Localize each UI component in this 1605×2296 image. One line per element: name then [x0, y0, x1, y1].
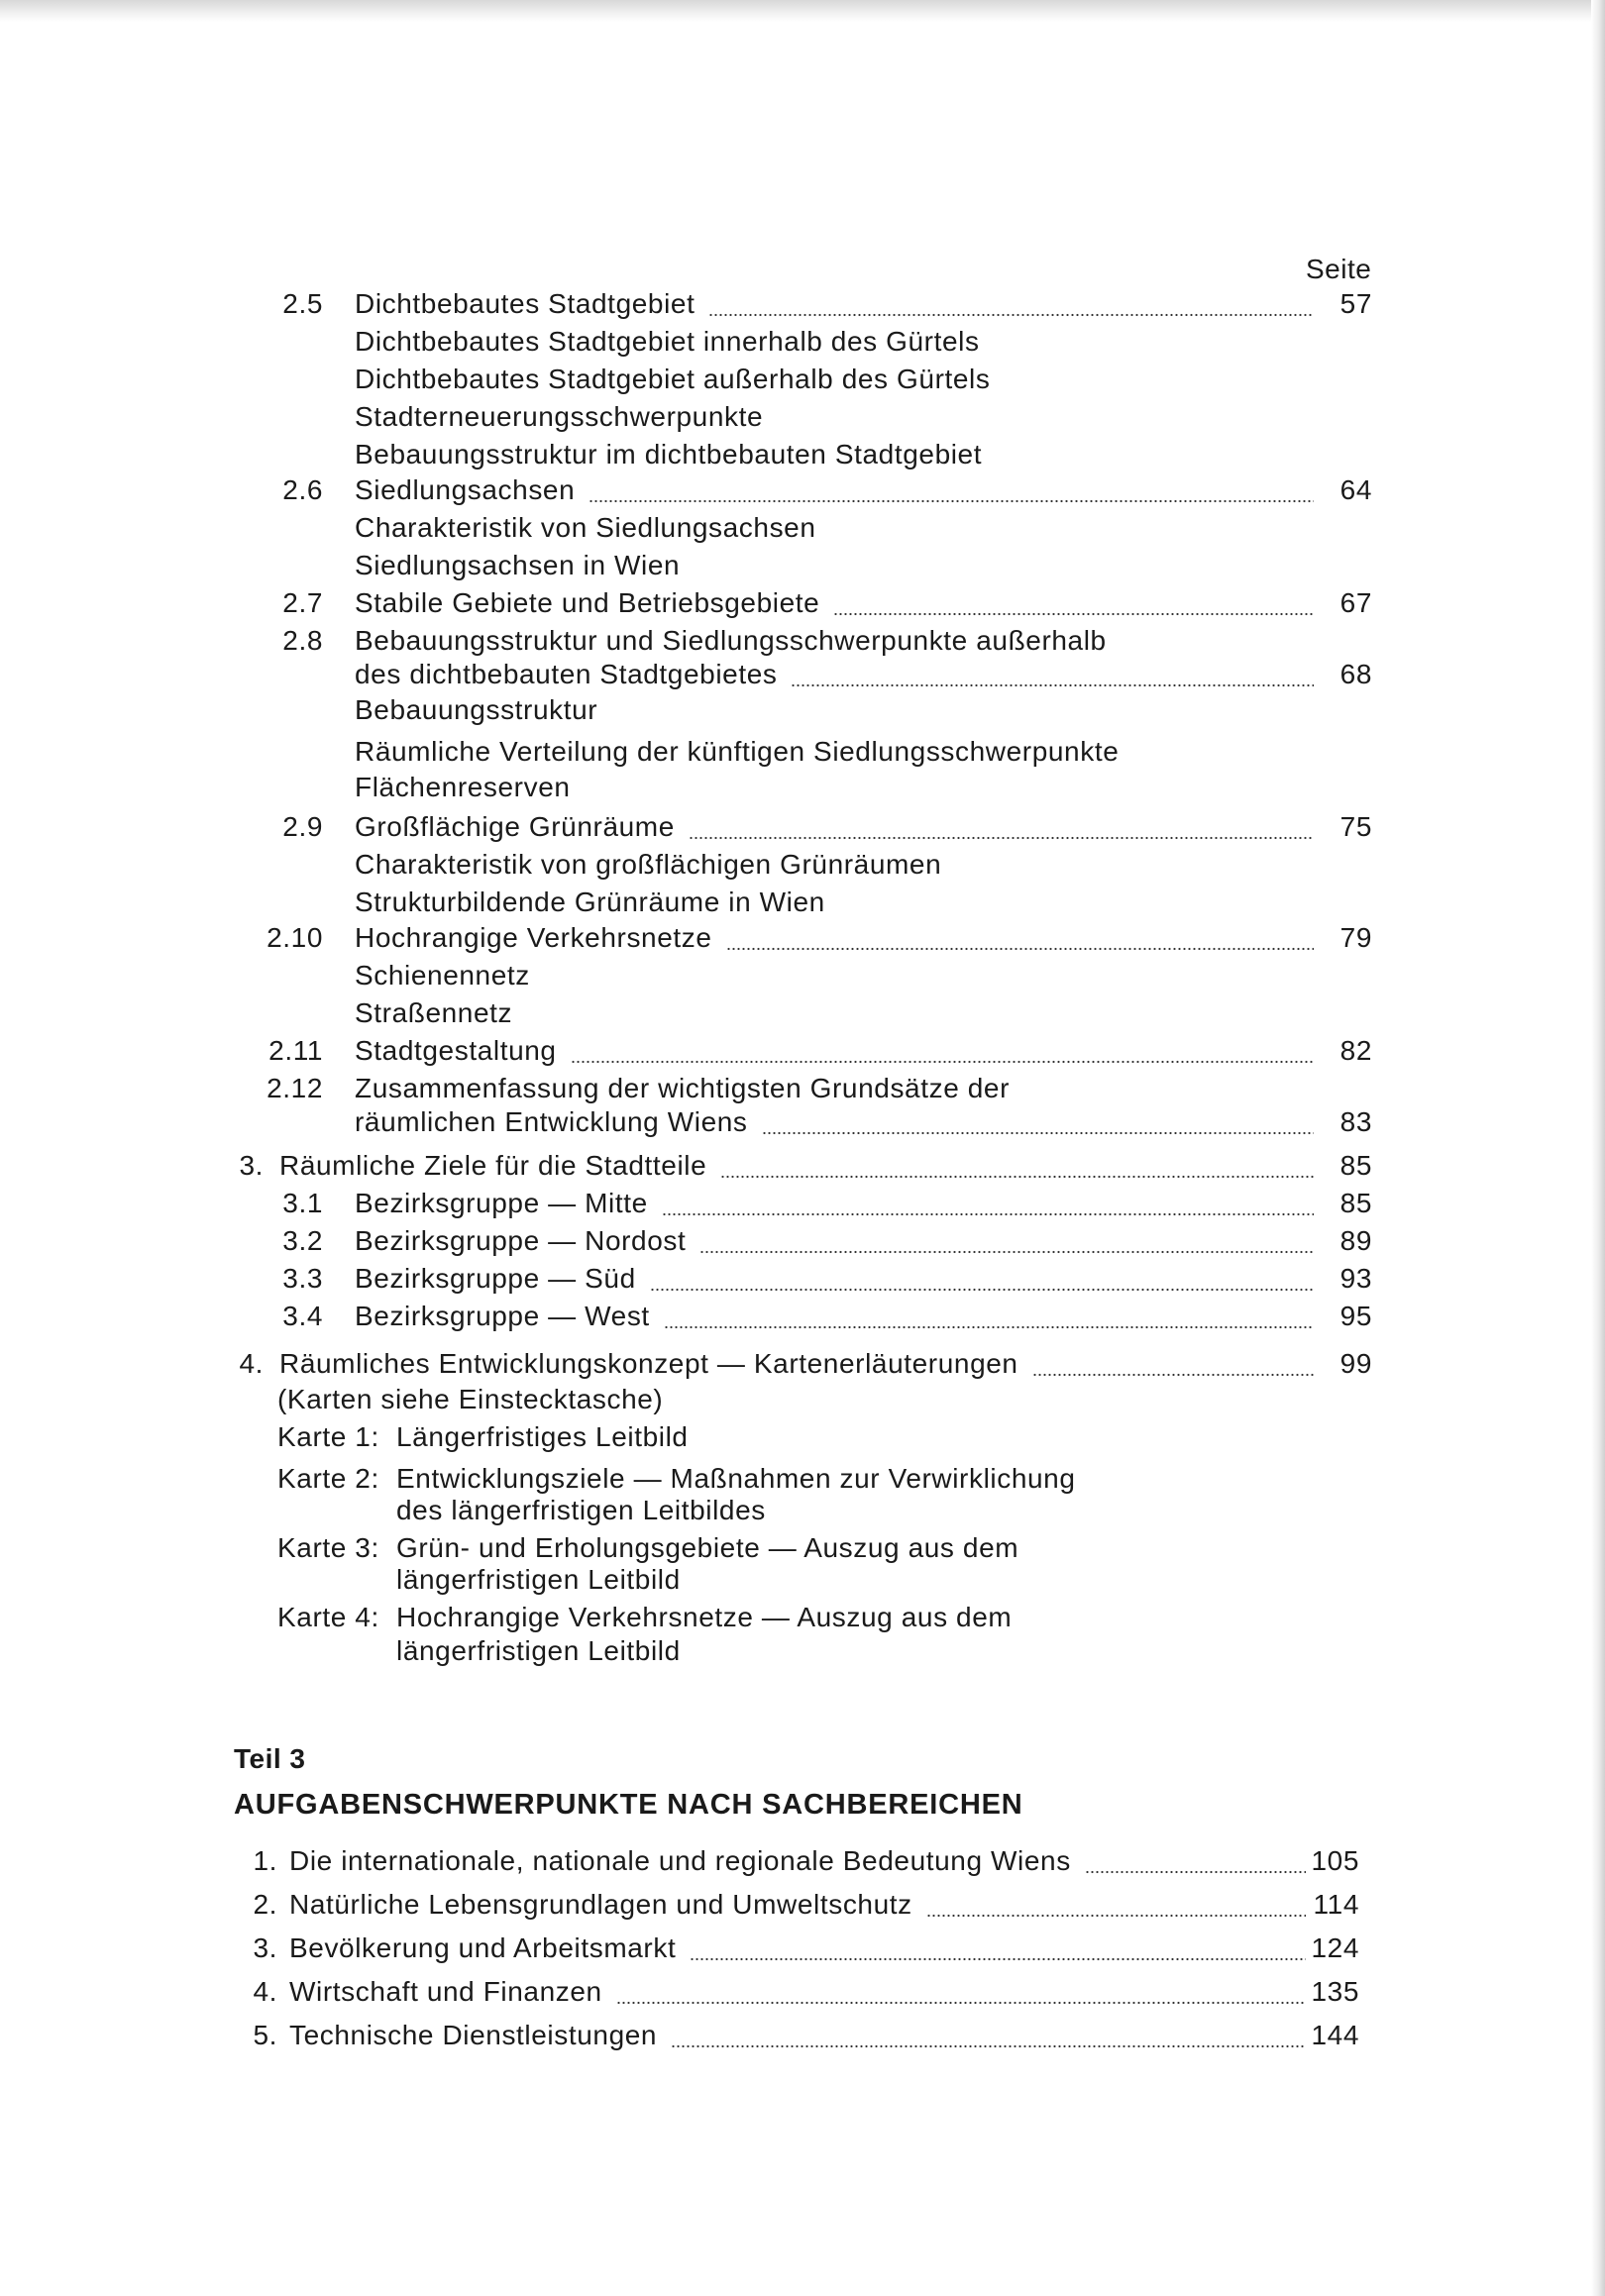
toc-row — [0, 1300, 1605, 1339]
title-continuation: längerfristigen Leitbild — [396, 1564, 681, 1595]
section-title: Bevölkerung und Arbeitsmarkt — [289, 1932, 677, 1963]
section-number: 3.2 — [282, 1225, 323, 1256]
toc-row — [0, 848, 1605, 887]
section-title: Bezirksgruppe — West — [355, 1301, 650, 1331]
toc-row — [0, 1634, 1605, 1674]
page-number: 83 — [1339, 1106, 1372, 1137]
dot-leader — [662, 1212, 1314, 1216]
subsection-title: Charakteristik von großflächigen Grünräumen — [355, 849, 942, 880]
page-number: 68 — [1339, 659, 1372, 689]
toc-row — [0, 921, 1605, 961]
page-number: 82 — [1339, 1035, 1372, 1066]
dot-leader — [664, 1325, 1314, 1329]
toc-row — [0, 1105, 1605, 1145]
page-number: 95 — [1339, 1301, 1372, 1331]
page-number: 67 — [1339, 587, 1372, 618]
toc-row — [0, 735, 1605, 775]
section-number: 2.8 — [282, 625, 323, 656]
subsection-title: Dichtbebautes Stadtgebiet innerhalb des Gürtels — [355, 326, 980, 357]
toc-row — [0, 658, 1605, 697]
section-number: 4. — [253, 1976, 277, 2007]
dot-leader — [689, 836, 1314, 840]
section-number: 3.3 — [282, 1263, 323, 1294]
dot-leader — [720, 1175, 1314, 1179]
page-number: 57 — [1339, 288, 1372, 319]
section-number: 3. — [253, 1932, 277, 1963]
page-number: 89 — [1339, 1225, 1372, 1256]
dot-leader — [926, 1914, 1306, 1918]
section-number: 3.1 — [282, 1188, 323, 1218]
map-label: Karte 1: — [277, 1421, 379, 1452]
section-number: 2.11 — [268, 1035, 323, 1066]
dot-leader — [671, 2044, 1306, 2048]
section-number: 3.4 — [282, 1301, 323, 1331]
page-number: 105 — [1311, 1845, 1359, 1876]
section-title: Großflächige Grünräume — [355, 811, 675, 842]
subsection-title: Straßennetz — [355, 997, 513, 1028]
dot-leader — [690, 1957, 1306, 1961]
section-title: Räumliche Ziele für die Stadtteile — [279, 1150, 707, 1181]
section-title: Dichtbebautes Stadtgebiet — [355, 288, 696, 319]
toc-row — [0, 287, 1605, 327]
toc-row — [0, 363, 1605, 402]
dot-leader — [616, 2001, 1306, 2005]
section-number: 4. — [239, 1348, 264, 1379]
dot-leader — [762, 1131, 1314, 1135]
section-title: Siedlungsachsen — [355, 474, 576, 505]
dot-leader — [699, 1250, 1314, 1254]
toc-row — [0, 1149, 1605, 1189]
toc-row — [0, 1844, 1605, 1884]
section-number: 2. — [253, 1889, 277, 1920]
dot-leader — [1085, 1870, 1306, 1874]
toc-row — [0, 1975, 1605, 2015]
subsection-title: Schienennetz — [355, 960, 530, 991]
toc-row — [0, 1383, 1605, 1422]
toc-row — [0, 400, 1605, 440]
toc-row — [0, 810, 1605, 850]
dot-leader — [588, 499, 1314, 503]
section-title: Räumliches Entwicklungskonzept — Kartenerläuterungen — [279, 1348, 1018, 1379]
page-number: 85 — [1339, 1188, 1372, 1218]
map-title: Entwicklungsziele — Maßnahmen zur Verwirklichung — [396, 1463, 1076, 1494]
map-title: Grün- und Erholungsgebiete — Auszug aus dem — [396, 1532, 1019, 1563]
subsection-title: Räumliche Verteilung der künftigen Siedlungsschwerpunkte — [355, 736, 1120, 767]
title-continuation: räumlichen Entwicklung Wiens — [355, 1106, 748, 1137]
part-label: Teil 3 — [234, 1743, 306, 1774]
toc-row — [0, 886, 1605, 925]
section-number: 1. — [253, 1845, 277, 1876]
subsection-title: (Karten siehe Einstecktasche) — [277, 1384, 664, 1414]
section-title: Bezirksgruppe — Mitte — [355, 1188, 648, 1218]
title-continuation: des längerfristigen Leitbildes — [396, 1495, 766, 1525]
section-title: Wirtschaft und Finanzen — [289, 1976, 602, 2007]
part-heading: AUFGABENSCHWERPUNKTE NACH SACHBEREICHEN — [234, 1789, 1023, 1821]
page-number: 85 — [1339, 1150, 1372, 1181]
map-title: Hochrangige Verkehrsnetze — Auszug aus dem — [396, 1602, 1013, 1632]
section-title: Technische Dienstleistungen — [289, 2020, 658, 2050]
subsection-title: Stadterneuerungsschwerpunkte — [355, 401, 764, 432]
section-number: 3. — [239, 1150, 264, 1181]
page-number: 64 — [1339, 474, 1372, 505]
title-continuation: längerfristigen Leitbild — [396, 1635, 681, 1666]
toc-row — [0, 511, 1605, 551]
toc-row — [0, 1187, 1605, 1226]
section-title: Zusammenfassung der wichtigsten Grundsätze der — [355, 1073, 1011, 1103]
toc-row — [0, 438, 1605, 477]
page-number: 114 — [1313, 1889, 1359, 1920]
page-number: 75 — [1339, 811, 1372, 842]
subsection-title: Siedlungsachsen in Wien — [355, 550, 681, 580]
toc-row — [0, 693, 1605, 733]
section-title: Stabile Gebiete und Betriebsgebiete — [355, 587, 820, 618]
dot-leader — [1032, 1373, 1314, 1377]
toc-row — [0, 1563, 1605, 1603]
title-continuation: des dichtbebauten Stadtgebietes — [355, 659, 778, 689]
section-number: 2.9 — [282, 811, 323, 842]
page-column-header: Seite — [1306, 254, 1372, 284]
map-label: Karte 3: — [277, 1532, 379, 1563]
scan-top-edge — [0, 0, 1605, 22]
toc-row — [0, 1347, 1605, 1387]
toc-row — [0, 1931, 1605, 1971]
subsection-title: Flächenreserven — [355, 772, 571, 802]
toc-row — [0, 549, 1605, 588]
section-number: 2.6 — [282, 474, 323, 505]
subsection-title: Dichtbebautes Stadtgebiet außerhalb des Gürtels — [355, 364, 991, 394]
toc-row — [0, 325, 1605, 365]
dot-leader — [571, 1060, 1314, 1064]
subsection-title: Strukturbildende Grünräume in Wien — [355, 887, 825, 917]
dot-leader — [650, 1288, 1314, 1292]
toc-row — [0, 996, 1605, 1036]
section-title: Bezirksgruppe — Süd — [355, 1263, 636, 1294]
section-title: Hochrangige Verkehrsnetze — [355, 922, 712, 953]
toc-row — [0, 959, 1605, 998]
page-number: 124 — [1311, 1932, 1359, 1963]
toc-row — [0, 1034, 1605, 1074]
page-number: 135 — [1311, 1976, 1359, 2007]
section-title: Bebauungsstruktur und Siedlungsschwerpunkte außerhalb — [355, 625, 1107, 656]
toc-row — [0, 586, 1605, 626]
section-number: 2.5 — [282, 288, 323, 319]
section-number: 2.10 — [267, 922, 323, 953]
section-title: Die internationale, nationale und regionale Bedeutung Wiens — [289, 1845, 1071, 1876]
toc-row — [0, 473, 1605, 513]
section-title: Natürliche Lebensgrundlagen und Umweltschutz — [289, 1889, 912, 1920]
section-title: Stadtgestaltung — [355, 1035, 557, 1066]
subsection-title: Charakteristik von Siedlungsachsen — [355, 512, 816, 543]
toc-row — [0, 1262, 1605, 1302]
subsection-title: Bebauungsstruktur — [355, 694, 598, 725]
toc-row — [0, 1494, 1605, 1533]
toc-row — [0, 2019, 1605, 2058]
section-number: 2.12 — [267, 1073, 323, 1103]
toc-row — [0, 771, 1605, 810]
dot-leader — [833, 612, 1314, 616]
dot-leader — [708, 313, 1314, 317]
page-number: 144 — [1311, 2020, 1359, 2050]
page-number: 79 — [1339, 922, 1372, 953]
subsection-title: Bebauungsstruktur im dichtbebauten Stadtgebiet — [355, 439, 983, 470]
map-label: Karte 2: — [277, 1463, 379, 1494]
section-number: 2.7 — [282, 587, 323, 618]
dot-leader — [726, 947, 1314, 951]
toc-row — [0, 1224, 1605, 1264]
dot-leader — [791, 683, 1314, 687]
toc-row — [0, 1888, 1605, 1928]
page-number: 99 — [1339, 1348, 1372, 1379]
toc-row — [0, 1420, 1605, 1460]
page-number: 93 — [1339, 1263, 1372, 1294]
section-title: Bezirksgruppe — Nordost — [355, 1225, 687, 1256]
map-title: Längerfristiges Leitbild — [396, 1421, 689, 1452]
map-label: Karte 4: — [277, 1602, 379, 1632]
section-number: 5. — [253, 2020, 277, 2050]
